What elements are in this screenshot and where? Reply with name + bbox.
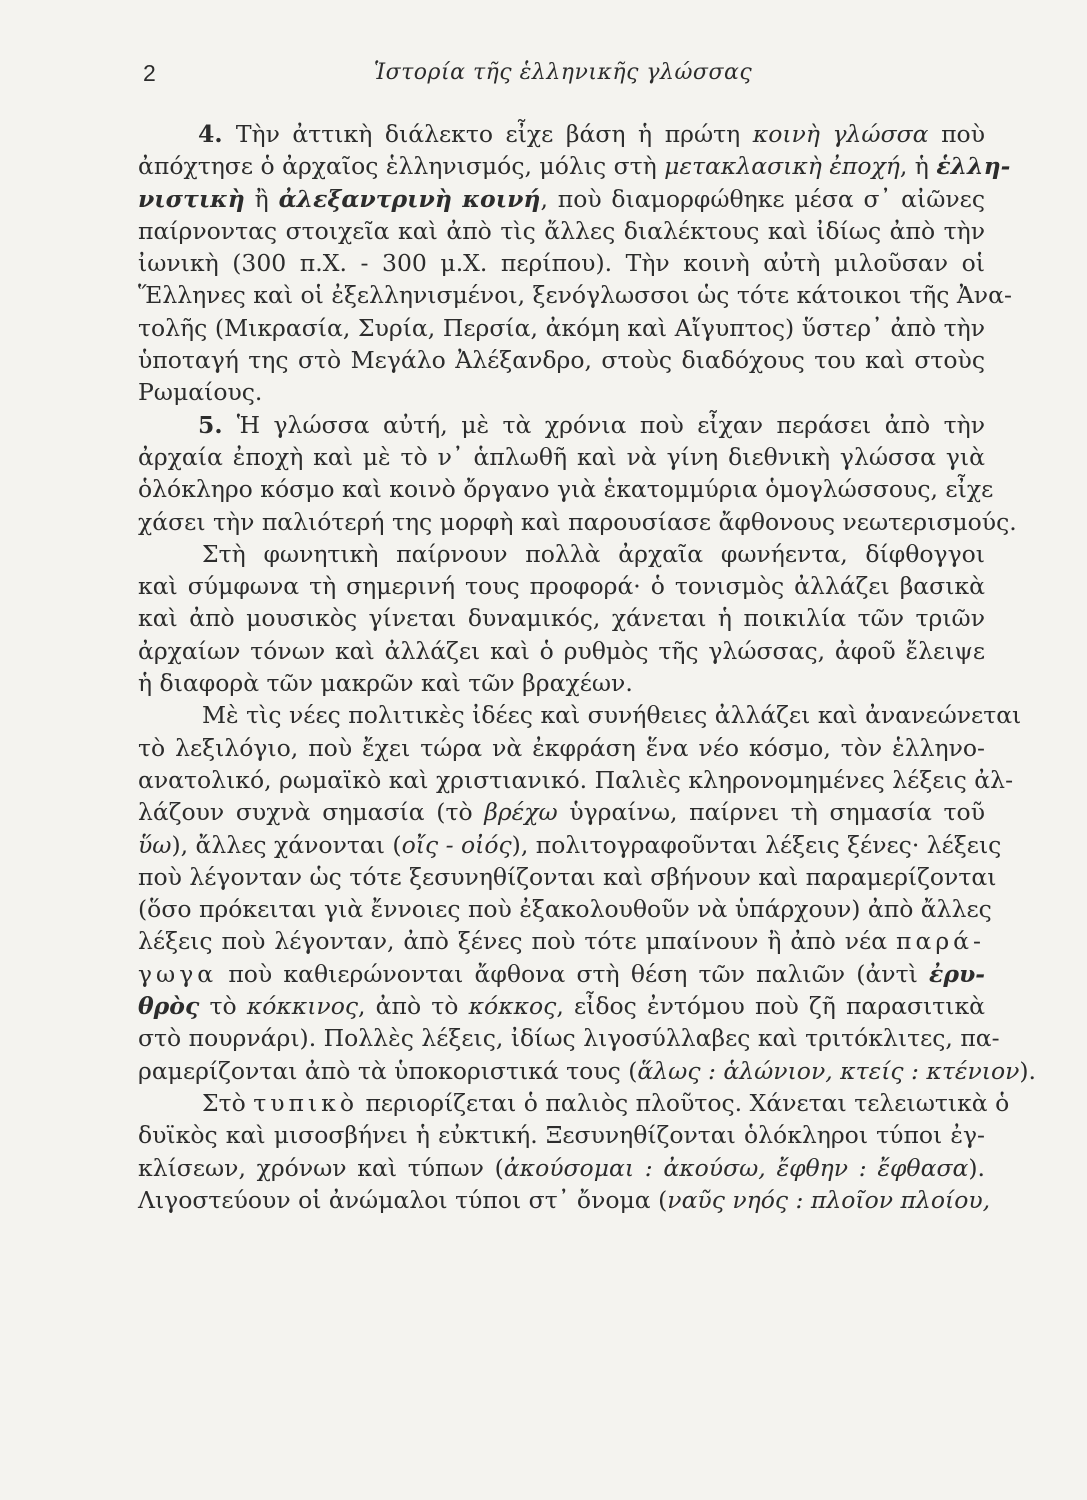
text-segment: 5.: [198, 410, 237, 439]
text-segment: ἀρχαία ἐποχὴ καὶ μὲ τὸ ν᾽ ἁπλωθῆ καὶ νὰ γίνη διεθνικὴ γλώσσα γιὰ: [138, 442, 985, 471]
text-line: [138, 344, 985, 376]
text-line: [138, 732, 985, 764]
text-line: [138, 699, 1022, 731]
text-segment: ὑγραίνω, παίρνει τὴ σημασία τοῦ: [557, 798, 985, 827]
text-segment: ), ἄλλες χάνονται (: [171, 830, 402, 859]
text-line: [138, 506, 1017, 538]
text-segment: ), πολιτογραφοῦνται λέξεις ξένες· λέξεις: [511, 830, 1002, 859]
text-segment: γωγα: [138, 959, 218, 988]
text-segment: (ὅσο πρόκειται γιὰ ἔννοιες ποὺ ἐξακολουθοῦν νὰ ὑπάρχουν) ἀπὸ ἄλλες: [138, 895, 992, 924]
text-segment: Λιγοστεύουν οἱ ἀνώμαλοι τύποι στ᾽ ὄνομα (: [138, 1185, 668, 1214]
text-segment: νιστικὴ: [138, 184, 245, 213]
text-line: [138, 1184, 991, 1216]
text-segment: κόκκος: [468, 992, 557, 1021]
text-segment: ποὺ λέγονταν ὡς τότε ξεσυνηθίζονται καὶ σβήνουν καὶ παραμερίζονται: [138, 862, 997, 891]
text-segment: ὕω: [138, 830, 172, 859]
text-segment: , ἀπὸ τὸ: [358, 992, 469, 1021]
text-segment: λάζουν συχνὰ σημασία (τὸ: [138, 798, 485, 827]
text-segment: τὸ λεξιλόγιο, ποὺ ἔχει τώρα νὰ ἐκφράση ἕνα νέο κόσμο, τὸν ἑλληνο-: [138, 733, 985, 762]
text-line: [138, 958, 985, 990]
text-segment: τὸ: [199, 992, 247, 1021]
text-line: [138, 150, 1011, 182]
text-line: [138, 796, 985, 828]
text-line: [138, 1022, 1000, 1054]
text-line: [138, 602, 985, 634]
text-line: [138, 183, 985, 215]
text-segment: ἀρχαίων τόνων καὶ ἀλλάζει καὶ ὁ ρυθμὸς τῆς γλώσσας, ἀφοῦ ἔλειψε: [138, 636, 985, 665]
text-line: [138, 635, 985, 667]
text-segment: καὶ ἀπὸ μουσικὸς γίνεται δυναμικός, χάνεται ἡ ποικιλία τῶν τριῶν: [138, 604, 985, 633]
text-segment: ναῦς νηός : πλοῖον πλοίου,: [667, 1185, 991, 1214]
text-segment: ἐρυ-: [929, 959, 986, 988]
text-segment: παίρνοντας στοιχεῖα καὶ ἀπὸ τὶς ἄλλες διαλέκτους καὶ ἰδίως ἀπὸ τὴν: [138, 216, 985, 245]
text-line: [138, 473, 994, 505]
text-line: [138, 279, 1012, 311]
text-segment: Τὴν ἀττικὴ διάλεκτο εἶχε βάση ἡ πρώτη: [235, 120, 753, 148]
text-segment: κοινὴ γλώσσα: [752, 120, 929, 148]
text-segment: λέξεις ποὺ λέγονταν, ἀπὸ ξένες ποὺ τότε μπαίνουν ἢ ἀπὸ νέα: [138, 927, 897, 956]
text-segment: ραμερίζονται ἀπὸ τὰ ὑποκοριστικά τους (: [138, 1056, 638, 1085]
text-line: [138, 247, 985, 279]
text-line: [138, 861, 997, 893]
text-line: [138, 312, 985, 344]
text-segment: 4.: [198, 120, 236, 148]
text-line: [138, 1119, 985, 1151]
text-segment: ἡ διαφορὰ τῶν μακρῶν καὶ τῶν βραχέων.: [138, 669, 633, 698]
text-segment: μετακλασικὴ ἐποχή: [664, 152, 900, 181]
text-line: [138, 829, 1002, 861]
text-segment: ).: [968, 1153, 985, 1182]
text-segment: καὶ σύμφωνα τὴ σημερινή τους προφορά· ὁ τονισμὸς ἀλλάζει βασικὰ: [138, 572, 985, 601]
text-segment: ἀντὶ: [865, 959, 930, 988]
text-segment: ἅλως : ἁλώνιον, κτείς : κτένιον: [637, 1056, 1020, 1085]
text-segment: θρὸς: [138, 992, 200, 1021]
text-line: [138, 441, 985, 473]
text-segment: δυϊκὸς καὶ μισοσβήνει ἡ εὐκτική. Ξεσυνηθίζονται ὁλόκληροι τύποι ἐγ-: [138, 1121, 985, 1150]
text-segment: κλίσεων, χρόνων καὶ τύπων (: [138, 1153, 504, 1182]
text-segment: , εἶδος ἐντόμου ποὺ ζῆ παρασιτικὰ: [556, 992, 986, 1021]
text-segment: παρά-: [896, 927, 985, 956]
text-line: [138, 118, 985, 150]
text-segment: στὸ πουρνάρι). Πολλὲς λέξεις, ἰδίως λιγοσύλλαβες καὶ τριτόκλιτες, πα-: [138, 1024, 1000, 1053]
text-segment: ἰωνικὴ (300 π.Χ. - 300 μ.Χ. περίπου). Τὴν κοινὴ αὐτὴ μιλοῦσαν οἱ: [138, 249, 985, 278]
text-segment: Στὸ: [202, 1088, 254, 1117]
text-line: [138, 570, 985, 602]
body-text: [138, 118, 1037, 1216]
text-line: [138, 1087, 1010, 1119]
text-segment: ποὺ: [928, 120, 985, 148]
text-segment: βρέχω: [484, 798, 558, 827]
text-segment: ἀλεξαντρινὴ κοινή: [278, 184, 541, 213]
text-segment: ποὺ καθιερώνονται ἄφθονα στὴ θέση τῶν παλιῶν (: [217, 959, 866, 988]
text-segment: Ἡ γλώσσα αὐτή, μὲ τὰ χρόνια ποὺ εἶχαν περάσει ἀπὸ τὴν: [236, 410, 986, 439]
text-segment: ἀκούσομαι : ἀκούσω, ἔφθην : ἔφθασα: [503, 1153, 969, 1182]
text-segment: Ἕλληνες καὶ οἱ ἐξελληνισμένοι, ξενόγλωσσοι ὡς τότε κάτοικοι τῆς Ἀνα-: [138, 281, 1012, 310]
text-segment: τολῆς (Μικρασία, Συρία, Περσία, ἀκόμη καὶ Αἴγυπτος) ὕστερ᾽ ἀπὸ τὴν: [138, 313, 985, 342]
text-line: [138, 215, 985, 247]
text-segment: κόκκινος: [246, 992, 359, 1021]
text-line: [138, 376, 985, 408]
text-line: [138, 764, 1014, 796]
text-line: [138, 1152, 985, 1184]
text-line: [138, 990, 985, 1022]
text-line: [138, 538, 985, 570]
page-number: 2: [143, 60, 156, 86]
text-segment: ανατολικό, ρωμαϊκὸ καὶ χριστιανικό. Παλιὲς κληρονομημένες λέξεις ἀλ-: [138, 765, 1014, 794]
text-segment: χάσει τὴν παλιότερή της μορφὴ καὶ παρουσίασε ἄφθονους νεωτερισμούς.: [138, 507, 1017, 536]
text-line: [138, 1055, 1037, 1087]
text-segment: ἀπόχτησε ὁ ἀρχαῖος ἑλληνισμός, μόλις στὴ: [138, 152, 665, 181]
text-segment: ἑλλη-: [936, 152, 1011, 181]
text-segment: ἢ: [244, 184, 279, 213]
text-segment: Ρωμαίους.: [138, 378, 263, 407]
text-segment: ).: [1019, 1056, 1037, 1085]
text-segment: ὁλόκληρο κόσμο καὶ κοινὸ ὄργανο γιὰ ἑκατομμύρια ὁμογλώσσους, εἶχε: [138, 475, 994, 504]
text-line: [138, 667, 985, 699]
text-segment: ὑποταγή της στὸ Μεγάλο Ἀλέξανδρο, στοὺς διαδόχους του καὶ στοὺς: [138, 346, 985, 375]
text-segment: περιορίζεται ὁ παλιὸς πλοῦτος. Χάνεται τελειωτικὰ ὁ: [358, 1088, 1010, 1117]
page-header: [143, 60, 983, 100]
text-segment: Μὲ τὶς νέες πολιτικὲς ἰδέες καὶ συνήθειες ἀλλάζει καὶ ἀνανεώνεται: [202, 701, 1022, 730]
text-segment: οἴς - οἰός: [401, 830, 512, 859]
text-line: [138, 893, 992, 925]
text-segment: , ἡ: [899, 152, 937, 181]
text-line: [138, 925, 985, 957]
text-segment: Στὴ φωνητικὴ παίρνουν πολλὰ ἀρχαῖα φωνήεντα, δίφθογγοι: [202, 539, 985, 568]
text-segment: τυπικὸ: [253, 1088, 359, 1117]
text-segment: , ποὺ διαμορφώθηκε μέσα σ᾽ αἰῶνες: [540, 184, 985, 213]
running-title: Ἱστορία τῆς ἑλληνικῆς γλώσσας: [373, 60, 753, 85]
text-line: [138, 409, 985, 441]
